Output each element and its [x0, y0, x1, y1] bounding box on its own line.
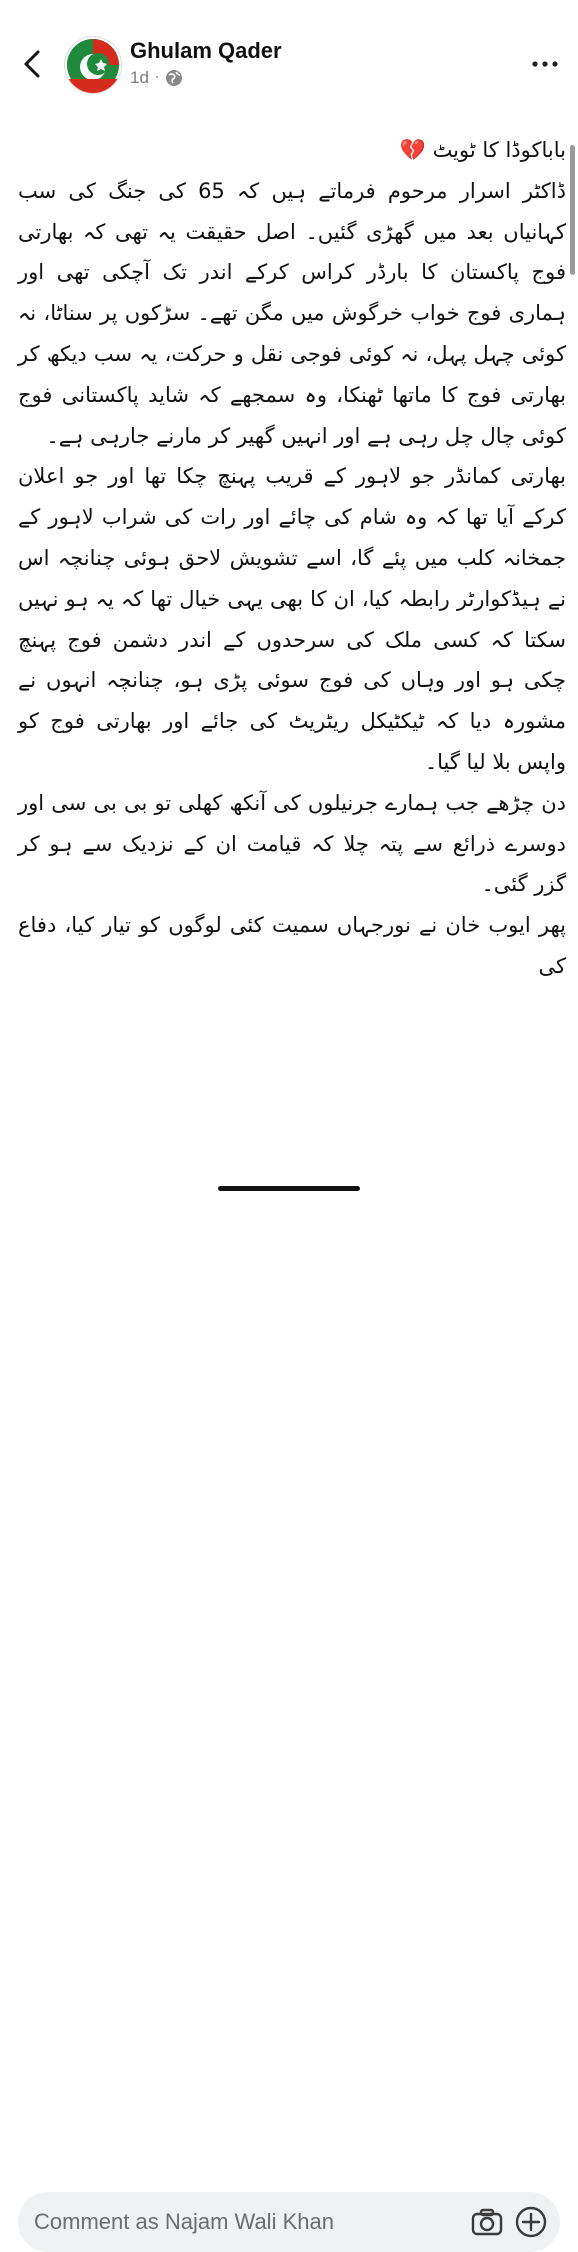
more-horizontal-icon[interactable] [530, 52, 560, 76]
chevron-left-icon[interactable] [18, 44, 48, 84]
author-name[interactable]: Ghulam Qader [130, 38, 282, 63]
post-heading [18, 130, 566, 171]
broken-heart-icon: 💔 [399, 138, 426, 162]
party-flag-logo [65, 37, 121, 93]
plus-circle-icon[interactable] [514, 2205, 548, 2239]
post-body [18, 130, 566, 987]
content-fade [0, 1010, 578, 1090]
meta-separator: · [154, 70, 160, 86]
scrollbar[interactable] [570, 145, 575, 275]
post-paragraph: دن چڑھے جب ہمارے جرنیلوں کی آنکھ کھلی تو بی بی سی اور دوسرے ذرائع سے پتہ چلا کہ قیامت ان کے نزدیک سے ہو کر گزر گئی۔ [18, 790, 566, 897]
post-meta [130, 68, 183, 88]
comment-bar [0, 1090, 578, 2234]
camera-icon[interactable] [470, 2206, 504, 2238]
post-paragraph: بھارتی کمانڈر جو لاہور کے قریب پہنچ چکا تھا اور جو اعلان کرکے آیا تھا کہ وہ شام کی چائے اور رات کی شراب لاہور کے جمخانہ کلب میں پئے گا، اسے تشویش لاحق ہوئی چنانچہ اس نے ہیڈکوارٹر رابطہ کیا، ان کا بھی یہی خیال تھا کہ یہ ہو نہیں سکتا کہ کسی ملک کی سرحدوں کے اندر دشمن فوج پہنچ چکی ہو اور وہاں کی فوج سوئی پڑی ہو، چنانچہ انہوں نے مشورہ دیا کہ ٹیکٹیکل ریٹریٹ کی جائے اور بھارتی فوج کو واپس بلا لیا گیا۔ [18, 464, 566, 774]
post-time: 1d [130, 68, 149, 87]
post-paragraph: پھر ایوب خان نے نورجہاں سمیت کئی لوگوں کو تیار کیا، دفاع کی [18, 913, 566, 978]
globe-icon [165, 69, 183, 87]
post-paragraph: ڈاکٹر اسرار مرحوم فرماتے ہیں کہ 65 کی جنگ کی سب کہانیاں بعد میں گھڑی گئیں۔ اصل حقیقت یہ تھی کہ بھارتی فوج پاکستان کا بارڈر کراس کرکے اندر تک آچکی تھی اور ہماری فوج خواب خرگوش میں مگن تھے۔ سڑکوں پر سناٹا، نہ کوئی چہل پہل، نہ کوئی فوجی نقل و حرکت، یہ سب دیکھ کر بھارتی فوج کا ماتھا ٹھنکا، وہ سمجھے کہ شاید پاکستانی فوج کوئی چال چل رہی ہے اور انہیں گھیر کر مارنے جارہی ہے۔ [18, 178, 566, 448]
home-indicator[interactable] [218, 1186, 360, 1191]
post-header [0, 0, 578, 110]
avatar[interactable] [64, 36, 122, 94]
comment-input[interactable] [18, 2192, 560, 2252]
post-heading-text: باباکوڈا کا ٹویٹ [432, 138, 566, 162]
comment-placeholder: Comment as Najam Wali Khan [34, 2209, 334, 2234]
